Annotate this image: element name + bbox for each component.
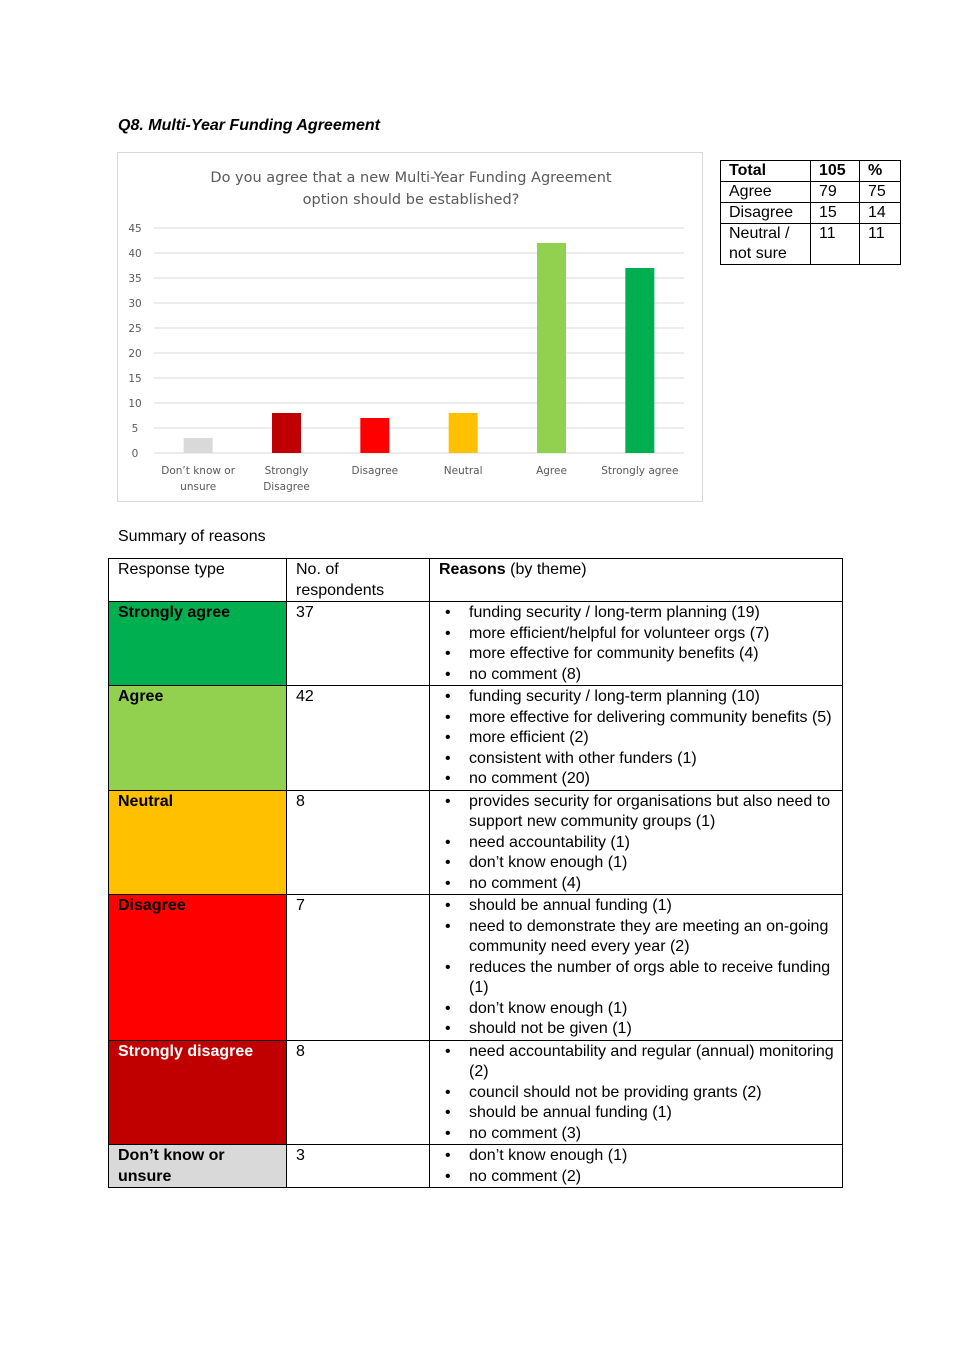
totals-row bbox=[721, 203, 901, 224]
response-type-cell: Neutral bbox=[109, 790, 287, 895]
response-type-cell: Strongly disagree bbox=[109, 1040, 287, 1145]
chart-title-line: option should be established? bbox=[302, 192, 520, 208]
x-tick-label: Neutral bbox=[443, 465, 483, 477]
totals-percent: 11 bbox=[860, 224, 901, 265]
reason-item: • more effective for community benefits (4) bbox=[439, 644, 834, 665]
header-response-type: Response type bbox=[109, 559, 287, 602]
reasons-list bbox=[439, 687, 834, 790]
bar bbox=[184, 438, 213, 453]
y-tick-label: 35 bbox=[128, 273, 142, 285]
reasons-cell bbox=[430, 602, 843, 686]
reasons-row bbox=[109, 895, 843, 1041]
bar bbox=[272, 413, 301, 453]
reason-item: • more efficient (2) bbox=[439, 728, 834, 749]
totals-row bbox=[721, 224, 901, 265]
reason-item: • should not be given (1) bbox=[439, 1019, 834, 1040]
totals-label: Agree bbox=[721, 182, 811, 203]
totals-count: 15 bbox=[811, 203, 860, 224]
respondent-count-cell: 3 bbox=[287, 1145, 430, 1188]
totals-label: Neutral / not sure bbox=[721, 224, 811, 265]
y-tick-label: 45 bbox=[128, 223, 142, 235]
reason-item: • need accountability (1) bbox=[439, 833, 834, 854]
reason-item: • don’t know enough (1) bbox=[439, 1146, 834, 1167]
x-tick-label: Strongly agree bbox=[601, 465, 679, 477]
x-tick-label: Don’t know or bbox=[161, 465, 236, 477]
bar bbox=[625, 268, 654, 453]
reason-item: • funding security / long-term planning (19) bbox=[439, 603, 834, 624]
reason-item: • no comment (20) bbox=[439, 769, 834, 790]
x-tick-label: unsure bbox=[180, 481, 217, 493]
reasons-list bbox=[439, 792, 834, 895]
reason-item: • don’t know enough (1) bbox=[439, 999, 834, 1020]
reasons-cell bbox=[430, 895, 843, 1041]
totals-header-label: Total bbox=[721, 161, 811, 182]
x-tick-label: Disagree bbox=[263, 481, 310, 493]
reason-item: • need to demonstrate they are meeting an on-going community need every year (2) bbox=[439, 917, 834, 958]
summary-label: Summary of reasons bbox=[118, 528, 266, 545]
reason-item: • more effective for delivering community benefits (5) bbox=[439, 708, 834, 729]
reason-item: • consistent with other funders (1) bbox=[439, 749, 834, 770]
totals-row bbox=[721, 182, 901, 203]
y-tick-label: 25 bbox=[128, 323, 142, 335]
totals-table bbox=[720, 160, 901, 265]
reason-item: • no comment (4) bbox=[439, 874, 834, 895]
reasons-cell bbox=[430, 1145, 843, 1188]
x-tick-label: Strongly bbox=[264, 465, 309, 477]
header-reasons bbox=[430, 559, 843, 602]
chart-title-line: Do you agree that a new Multi-Year Funding Agreement bbox=[210, 170, 612, 186]
reasons-row bbox=[109, 686, 843, 791]
reasons-list bbox=[439, 896, 834, 1040]
response-type-cell: Agree bbox=[109, 686, 287, 791]
y-tick-label: 30 bbox=[128, 298, 142, 310]
reasons-list bbox=[439, 603, 834, 685]
totals-count: 11 bbox=[811, 224, 860, 265]
reason-item: • no comment (2) bbox=[439, 1167, 834, 1188]
totals-header-row bbox=[721, 161, 901, 182]
y-tick-label: 0 bbox=[131, 448, 139, 460]
reasons-list bbox=[439, 1042, 834, 1145]
header-reasons-rest: (by theme) bbox=[505, 561, 587, 578]
respondent-count-cell: 8 bbox=[287, 1040, 430, 1145]
totals-header-percent: % bbox=[860, 161, 901, 182]
reason-item: • no comment (8) bbox=[439, 665, 834, 686]
reason-item: • council should not be providing grants (2) bbox=[439, 1083, 834, 1104]
response-type-cell: Don’t know or unsure bbox=[109, 1145, 287, 1188]
header-reasons-bold: Reasons bbox=[439, 561, 506, 578]
header-respondents: No. of respondents bbox=[287, 559, 430, 602]
respondent-count-cell: 42 bbox=[287, 686, 430, 791]
y-tick-label: 15 bbox=[128, 373, 142, 385]
x-tick-label: Disagree bbox=[351, 465, 399, 477]
reason-item: • should be annual funding (1) bbox=[439, 1103, 834, 1124]
reason-item: • reduces the number of orgs able to receive funding (1) bbox=[439, 958, 834, 999]
reasons-row bbox=[109, 1040, 843, 1145]
x-tick-label: Agree bbox=[536, 465, 567, 477]
reason-item: • more efficient/helpful for volunteer orgs (7) bbox=[439, 624, 834, 645]
reasons-row bbox=[109, 790, 843, 895]
bar bbox=[537, 243, 566, 453]
reasons-cell bbox=[430, 686, 843, 791]
y-tick-label: 5 bbox=[131, 423, 139, 435]
section-heading: Q8. Multi-Year Funding Agreement bbox=[118, 117, 380, 134]
respondent-count-cell: 37 bbox=[287, 602, 430, 686]
reasons-row bbox=[109, 1145, 843, 1188]
bar bbox=[449, 413, 478, 453]
y-tick-label: 40 bbox=[128, 248, 142, 260]
reasons-row bbox=[109, 602, 843, 686]
reasons-cell bbox=[430, 1040, 843, 1145]
response-type-cell: Strongly agree bbox=[109, 602, 287, 686]
totals-label: Disagree bbox=[721, 203, 811, 224]
totals-header-count: 105 bbox=[811, 161, 860, 182]
y-tick-label: 20 bbox=[128, 348, 142, 360]
respondent-count-cell: 7 bbox=[287, 895, 430, 1041]
respondent-count-cell: 8 bbox=[287, 790, 430, 895]
reasons-cell bbox=[430, 790, 843, 895]
reasons-header-row bbox=[109, 559, 843, 602]
reason-item: • should be annual funding (1) bbox=[439, 896, 834, 917]
bar-chart bbox=[117, 152, 703, 502]
bar bbox=[360, 418, 389, 453]
totals-percent: 75 bbox=[860, 182, 901, 203]
y-tick-label: 10 bbox=[128, 398, 142, 410]
reason-item: • need accountability and regular (annual) monitoring (2) bbox=[439, 1042, 834, 1083]
chart-svg bbox=[118, 153, 704, 503]
totals-count: 79 bbox=[811, 182, 860, 203]
reason-item: • funding security / long-term planning (10) bbox=[439, 687, 834, 708]
response-type-cell: Disagree bbox=[109, 895, 287, 1041]
reasons-list bbox=[439, 1146, 834, 1187]
reasons-table bbox=[108, 558, 843, 1188]
reason-item: • no comment (3) bbox=[439, 1124, 834, 1145]
reason-item: • provides security for organisations but also need to support new community groups (1) bbox=[439, 792, 834, 833]
totals-percent: 14 bbox=[860, 203, 901, 224]
reason-item: • don’t know enough (1) bbox=[439, 853, 834, 874]
